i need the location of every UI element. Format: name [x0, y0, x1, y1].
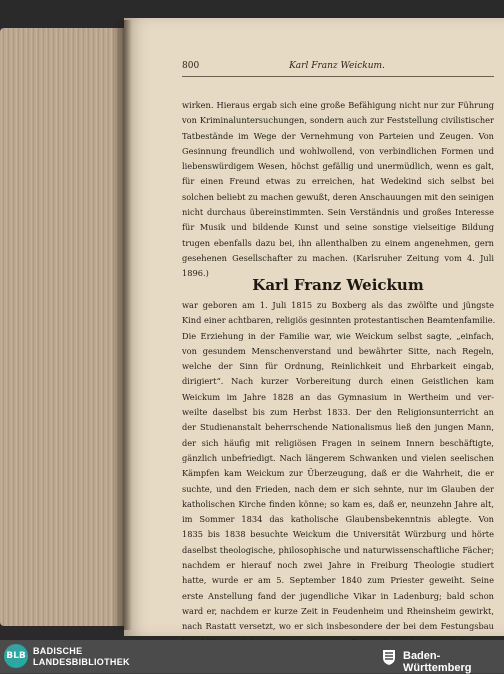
- paragraph2-line: weilte daselbst bis zum Herbst 1833. Der den Religionsunterricht an: [182, 407, 494, 418]
- paragraph2-line: Weickum im Jahre 1828 an das Gymnasium in Wertheim und ver-: [182, 391, 494, 402]
- paragraph1-line: solchen beliebt zu machen gewußt, deren Anschauungen mit den seinigen: [182, 191, 494, 202]
- paragraph2-line: suchte, und den Frieden, nach dem er sich sehnte, nur im Glauben der: [182, 483, 494, 494]
- paragraph2-line: 1835 bis 1838 besuchte Weickum die Universität Würzburg und hörte: [182, 529, 494, 540]
- paragraph2-line: der sich häufig mit religiösen Fragen in seinem Innern beschäftigte,: [182, 437, 494, 448]
- paragraph1-line: von Kriminaluntersuchungen, sondern auch zur Feststellung civilistischer: [182, 115, 494, 126]
- paragraph2-line: Die Erziehung in der Familie war, wie Weickum selbst sagte, „einfach,: [182, 330, 494, 341]
- paragraph2-line: gänzlich unbefriedigt. Nach längerem Schwanken und vielen seelischen: [182, 452, 494, 463]
- paragraph1-line: Gesinnung freundlich und wohlwollend, von verbindlichen Formen und: [182, 145, 494, 156]
- paragraph-continued: [182, 98, 494, 282]
- book-page: [124, 18, 504, 636]
- library-name[interactable]: [33, 646, 130, 668]
- paragraph1-line: liebenswürdigem Wesen, höchst gefällig und unermüdlich, wenn es galt,: [182, 161, 494, 172]
- paragraph2-line: hatte, wurde er am 5. September 1840 zum Priester geweiht. Seine: [182, 575, 494, 586]
- page-header: [182, 61, 492, 75]
- blb-logo-icon[interactable]: BLB: [4, 644, 28, 668]
- paragraph2-line: nachdem er hierauf noch zwei Jahre in Freiburg Theologie studiert: [182, 560, 494, 571]
- paragraph2-line: ward er, nachdem er kurze Zeit in Feudenheim und Rheinsheim gewirkt,: [182, 605, 494, 616]
- region-name[interactable]: Baden-Württemberg: [403, 650, 472, 674]
- paragraph2-line: erste Anstellung fand der jugendliche Vikar in Ladenburg; bald schon: [182, 590, 494, 601]
- paragraph2-line: der Studienanstalt beherrschende Nationalismus ließ den jungen Mann,: [182, 422, 494, 433]
- section-heading: Karl Franz Weickum: [252, 276, 424, 294]
- paragraph1-line: nicht durchaus übereinstimmten. Sein Verständnis und großes Interesse: [182, 207, 494, 218]
- paragraph2-line: Kind einer achtbaren, religiös gesinnten protestantischen Beamtenfamilie.: [182, 315, 496, 326]
- paragraph2-line: dirigiert“. Nach kurzer Vorbereitung durch einen Geistlichen kam: [182, 376, 494, 387]
- library-name-line2: LANDESBIBLIOTHEK: [33, 657, 130, 667]
- paragraph1-line: wirken. Hieraus ergab sich eine große Befähigung nicht nur zur Führung: [182, 100, 494, 110]
- book-page-edges: [0, 28, 124, 626]
- paragraph-biography: [182, 298, 494, 650]
- paragraph1-line: trugen ebenfalls dazu bei, ihn allenthalben zu einem angenehmen, gern: [182, 237, 494, 248]
- paragraph2-line: von gesundem Menschenverstand und bewährter Sitte, nach Regeln,: [182, 345, 494, 356]
- paragraph1-line: für Musik und bildende Kunst und seine sonstige vielseitige Bildung: [182, 222, 494, 233]
- baden-wuerttemberg-crest-icon: [380, 648, 398, 666]
- paragraph2-line: war geboren am 1. Juli 1815 zu Boxberg als das zwölfte und jüngste: [182, 300, 494, 310]
- page-number: 800: [182, 61, 200, 71]
- paragraph2-line: katholischen Kirche finden könne; so kam es, daß er, neunzehn Jahre alt,: [182, 498, 494, 509]
- paragraph2-line: im Sommer 1834 das katholische Glaubensbekenntnis ablegte. Von: [182, 514, 494, 525]
- library-name-line1: BADISCHE: [33, 646, 83, 656]
- footer-banner: [0, 640, 504, 673]
- paragraph2-line: Kämpfen kam Weickum zur Überzeugung, daß er die Wahrheit, die er: [182, 468, 494, 479]
- header-rule: [182, 76, 494, 77]
- paragraph2-line: nach Rastatt versetzt, wo er sich insbesondere der bei dem Festungsbau: [182, 621, 494, 632]
- running-head: Karl Franz Weickum.: [289, 61, 385, 71]
- paragraph1-line: gesehenen Gesellschafter zu machen. (Karlsruher Zeitung vom 4. Juli: [182, 252, 494, 263]
- paragraph2-line: welche der Sinn für Ordnung, Reinlichkeit und Ehrbarkeit eingab,: [182, 361, 494, 372]
- gutter-shadow: [112, 20, 132, 630]
- paragraph1-line: für einen Freund etwas zu erreichen, hat Wedekind sich selbst bei: [182, 176, 494, 187]
- paragraph1-line: Tatbestände im Wege der Vernehmung von Parteien und Zeugen. Von: [182, 130, 494, 141]
- paragraph2-line: daselbst theologische, philosophische und naturwissenschaftliche Fächer;: [182, 544, 494, 555]
- paragraph1-line: 1896.): [182, 268, 209, 279]
